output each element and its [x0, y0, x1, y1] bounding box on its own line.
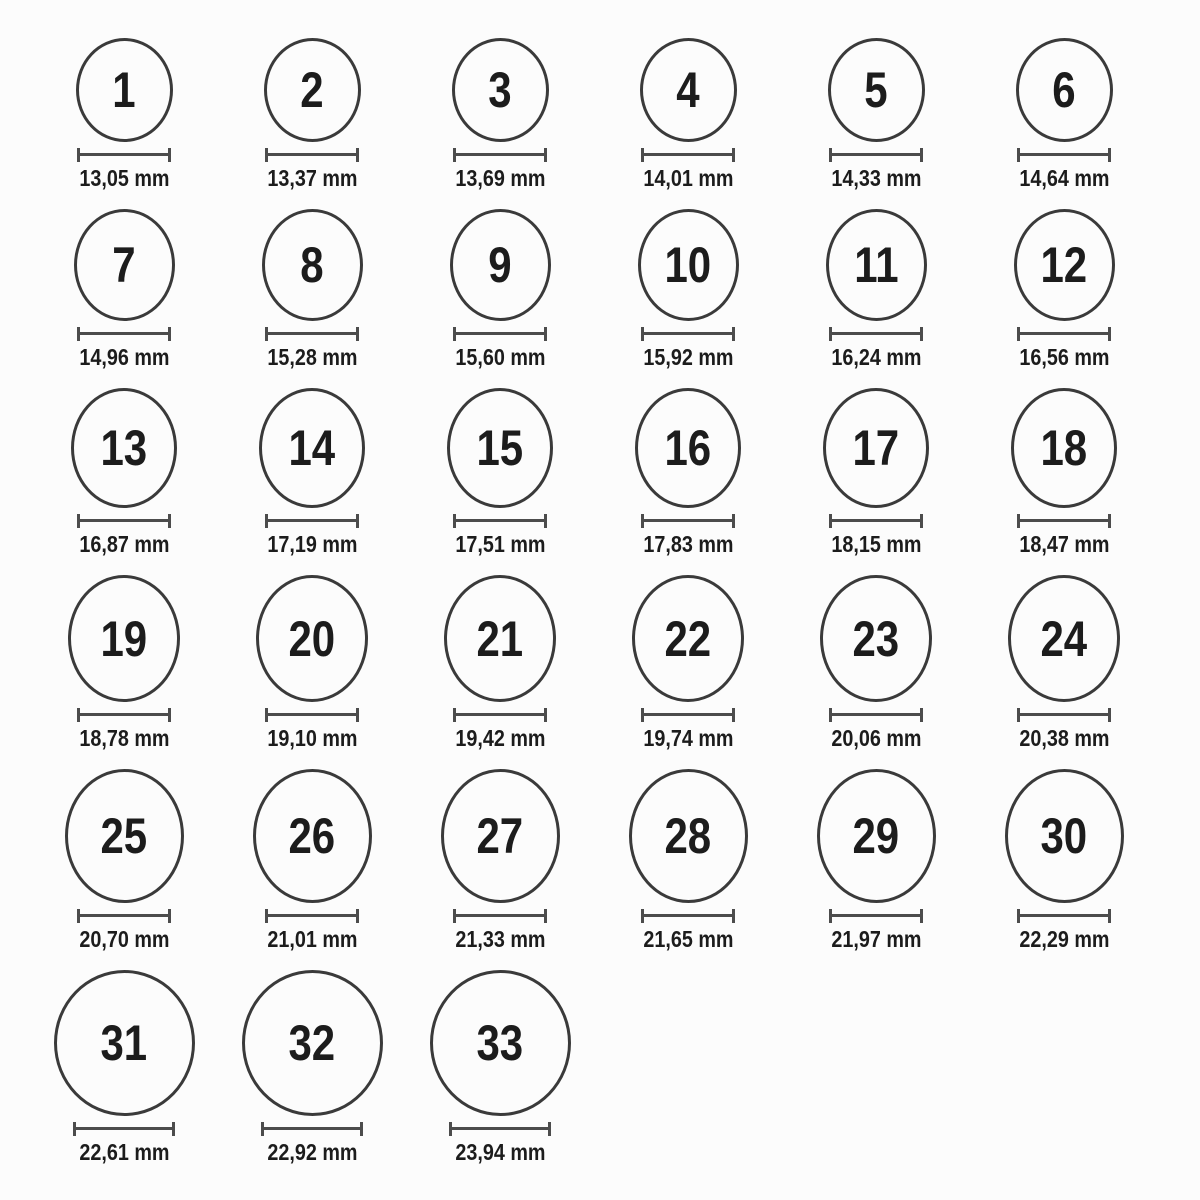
diameter-measure-line: [829, 327, 923, 341]
ring-size-number: 9: [488, 237, 512, 293]
measure-bar: [642, 713, 734, 716]
measure-tick-right-icon: [1108, 708, 1111, 722]
measure-bar: [642, 153, 734, 156]
measure-bar: [1018, 914, 1110, 917]
measure-tick-right-icon: [544, 148, 547, 162]
measure-tick-right-icon: [356, 327, 359, 341]
measure-tick-right-icon: [732, 708, 735, 722]
measure-tick-right-icon: [1108, 148, 1111, 162]
diameter-label: 21,97 mm: [830, 926, 922, 952]
measure-tick-right-icon: [920, 148, 923, 162]
measure-bar: [1018, 713, 1110, 716]
ring-size-number: 19: [100, 610, 148, 667]
ring-circle: [441, 769, 560, 903]
size-row-1: [30, 38, 1200, 191]
ring-size-number: 6: [1052, 62, 1076, 118]
ring-circle: [1014, 209, 1115, 321]
ring-size-number: 2: [300, 62, 324, 118]
ring-circle: [817, 769, 936, 903]
measure-tick-right-icon: [168, 708, 171, 722]
size-row-4: [30, 575, 1200, 751]
measure-bar: [78, 713, 170, 716]
ring-size-number: 31: [100, 1015, 148, 1071]
diameter-measure-line: [265, 909, 359, 923]
diameter-label: 13,05 mm: [78, 165, 170, 191]
ring-size-number: 4: [676, 62, 700, 118]
diameter-label: 23,94 mm: [454, 1139, 546, 1165]
ring-circle: [828, 38, 925, 142]
diameter-measure-line: [1017, 514, 1111, 528]
measure-tick-right-icon: [920, 327, 923, 341]
measure-bar: [1018, 153, 1110, 156]
diameter-label: 22,61 mm: [78, 1139, 170, 1165]
size-row-5: [30, 769, 1200, 952]
diameter-measure-line: [453, 708, 547, 722]
measure-bar: [454, 713, 546, 716]
measure-tick-right-icon: [1108, 514, 1111, 528]
ring-size-cell: [218, 769, 406, 952]
measure-tick-right-icon: [168, 327, 171, 341]
ring-circle: [68, 575, 180, 702]
ring-size-number: 5: [864, 62, 888, 118]
ring-circle: [635, 388, 741, 508]
ring-size-cell: [218, 575, 406, 751]
measure-tick-right-icon: [1108, 909, 1111, 923]
measure-bar: [78, 332, 170, 335]
measure-tick-right-icon: [920, 514, 923, 528]
diameter-measure-line: [77, 514, 171, 528]
ring-circle: [1005, 769, 1124, 903]
ring-size-cell: [30, 209, 218, 370]
ring-circle: [259, 388, 365, 508]
ring-size-cell: [782, 575, 970, 751]
diameter-measure-line: [265, 327, 359, 341]
measure-tick-right-icon: [168, 909, 171, 923]
measure-tick-right-icon: [1108, 327, 1111, 341]
diameter-label: 22,29 mm: [1018, 926, 1110, 952]
ring-size-number: 18: [1040, 420, 1088, 476]
measure-bar: [266, 914, 358, 917]
ring-circle: [74, 209, 175, 321]
ring-circle: [76, 38, 173, 142]
ring-size-number: 23: [852, 610, 900, 667]
measure-bar: [830, 713, 922, 716]
ring-size-number: 13: [100, 420, 148, 476]
measure-bar: [830, 332, 922, 335]
ring-circle: [1011, 388, 1117, 508]
diameter-label: 13,69 mm: [454, 165, 546, 191]
diameter-label: 15,60 mm: [454, 344, 546, 370]
ring-size-cell: [782, 769, 970, 952]
ring-size-number: 12: [1040, 237, 1088, 293]
measure-bar: [266, 519, 358, 522]
diameter-measure-line: [453, 514, 547, 528]
measure-tick-right-icon: [920, 909, 923, 923]
diameter-measure-line: [641, 909, 735, 923]
measure-tick-right-icon: [732, 909, 735, 923]
ring-circle: [826, 209, 927, 321]
ring-size-cell: [30, 970, 218, 1165]
ring-circle: [430, 970, 571, 1116]
diameter-measure-line: [641, 514, 735, 528]
ring-circle: [262, 209, 363, 321]
measure-tick-right-icon: [168, 148, 171, 162]
diameter-label: 14,33 mm: [830, 165, 922, 191]
ring-size-number: 1: [112, 62, 136, 118]
measure-bar: [266, 713, 358, 716]
measure-tick-right-icon: [548, 1122, 551, 1136]
ring-size-cell: [218, 388, 406, 557]
ring-circle: [253, 769, 372, 903]
measure-bar: [450, 1127, 550, 1130]
ring-size-number: 21: [476, 610, 524, 667]
measure-bar: [262, 1127, 362, 1130]
measure-bar: [454, 153, 546, 156]
diameter-measure-line: [77, 708, 171, 722]
ring-size-cell: [406, 388, 594, 557]
measure-bar: [454, 519, 546, 522]
ring-size-number: 32: [288, 1015, 336, 1071]
ring-size-cell: [218, 970, 406, 1165]
ring-size-cell: [782, 388, 970, 557]
diameter-measure-line: [1017, 909, 1111, 923]
ring-size-number: 33: [476, 1015, 524, 1071]
ring-size-cell: [406, 769, 594, 952]
measure-tick-right-icon: [732, 327, 735, 341]
ring-circle: [71, 388, 177, 508]
ring-size-number: 28: [664, 808, 712, 864]
ring-size-cell: [594, 575, 782, 751]
diameter-label: 22,92 mm: [266, 1139, 358, 1165]
measure-bar: [830, 519, 922, 522]
diameter-label: 16,56 mm: [1018, 344, 1110, 370]
diameter-label: 16,87 mm: [78, 531, 170, 557]
diameter-measure-line: [829, 909, 923, 923]
ring-circle: [444, 575, 556, 702]
ring-size-number: 24: [1040, 610, 1088, 667]
ring-size-number: 8: [300, 237, 324, 293]
diameter-label: 19,42 mm: [454, 725, 546, 751]
measure-tick-right-icon: [356, 909, 359, 923]
measure-bar: [1018, 519, 1110, 522]
ring-size-cell: [30, 769, 218, 952]
measure-tick-right-icon: [544, 327, 547, 341]
diameter-label: 20,70 mm: [78, 926, 170, 952]
diameter-label: 16,24 mm: [830, 344, 922, 370]
ring-size-cell: [594, 388, 782, 557]
ring-circle: [242, 970, 383, 1116]
measure-bar: [830, 914, 922, 917]
diameter-label: 15,28 mm: [266, 344, 358, 370]
ring-size-cell: [30, 388, 218, 557]
diameter-measure-line: [641, 148, 735, 162]
ring-size-cell: [218, 209, 406, 370]
diameter-measure-line: [261, 1122, 363, 1136]
diameter-label: 17,83 mm: [642, 531, 734, 557]
measure-bar: [266, 332, 358, 335]
measure-tick-right-icon: [732, 148, 735, 162]
diameter-label: 14,64 mm: [1018, 165, 1110, 191]
size-row-6: [30, 970, 1200, 1165]
ring-size-number: 22: [664, 610, 712, 667]
measure-tick-right-icon: [544, 708, 547, 722]
measure-tick-right-icon: [356, 148, 359, 162]
measure-bar: [642, 519, 734, 522]
ring-size-cell: [406, 970, 594, 1165]
diameter-measure-line: [453, 148, 547, 162]
diameter-measure-line: [453, 909, 547, 923]
diameter-label: 15,92 mm: [642, 344, 734, 370]
diameter-measure-line: [1017, 708, 1111, 722]
measure-bar: [1018, 332, 1110, 335]
diameter-label: 19,74 mm: [642, 725, 734, 751]
ring-size-cell: [30, 575, 218, 751]
measure-bar: [830, 153, 922, 156]
ring-circle: [640, 38, 737, 142]
ring-size-number: 11: [853, 237, 899, 293]
diameter-label: 14,01 mm: [642, 165, 734, 191]
ring-circle: [820, 575, 932, 702]
measure-tick-right-icon: [172, 1122, 175, 1136]
ring-size-cell: [970, 38, 1158, 191]
diameter-measure-line: [73, 1122, 175, 1136]
ring-size-cell: [782, 209, 970, 370]
diameter-label: 18,15 mm: [830, 531, 922, 557]
ring-size-cell: [970, 209, 1158, 370]
ring-size-number: 30: [1040, 808, 1088, 864]
ring-circle: [1016, 38, 1113, 142]
ring-size-cell: [406, 575, 594, 751]
diameter-measure-line: [265, 708, 359, 722]
measure-tick-right-icon: [544, 909, 547, 923]
ring-size-cell: [30, 38, 218, 191]
measure-tick-right-icon: [920, 708, 923, 722]
ring-size-cell: [406, 209, 594, 370]
ring-size-number: 20: [288, 610, 336, 667]
measure-bar: [454, 914, 546, 917]
ring-circle: [823, 388, 929, 508]
ring-circle: [264, 38, 361, 142]
diameter-measure-line: [1017, 327, 1111, 341]
measure-bar: [266, 153, 358, 156]
ring-circle: [256, 575, 368, 702]
ring-size-cell: [594, 769, 782, 952]
measure-tick-right-icon: [360, 1122, 363, 1136]
diameter-label: 14,96 mm: [78, 344, 170, 370]
diameter-label: 13,37 mm: [266, 165, 358, 191]
diameter-measure-line: [829, 148, 923, 162]
diameter-label: 18,47 mm: [1018, 531, 1110, 557]
measure-bar: [74, 1127, 174, 1130]
diameter-label: 18,78 mm: [78, 725, 170, 751]
ring-circle: [447, 388, 553, 508]
size-row-2: [30, 209, 1200, 370]
diameter-measure-line: [265, 148, 359, 162]
diameter-measure-line: [829, 708, 923, 722]
measure-tick-right-icon: [732, 514, 735, 528]
ring-size-number: 25: [100, 808, 148, 864]
measure-tick-right-icon: [356, 708, 359, 722]
ring-circle: [629, 769, 748, 903]
diameter-measure-line: [829, 514, 923, 528]
diameter-label: 17,51 mm: [454, 531, 546, 557]
ring-size-cell: [594, 209, 782, 370]
ring-circle: [452, 38, 549, 142]
ring-size-number: 14: [288, 420, 336, 476]
ring-circle: [632, 575, 744, 702]
diameter-measure-line: [77, 909, 171, 923]
ring-size-number: 7: [112, 237, 136, 293]
ring-size-number: 29: [852, 808, 900, 864]
measure-tick-right-icon: [356, 514, 359, 528]
ring-size-number: 17: [852, 420, 900, 476]
diameter-label: 21,33 mm: [454, 926, 546, 952]
measure-bar: [78, 153, 170, 156]
ring-size-cell: [970, 388, 1158, 557]
diameter-measure-line: [449, 1122, 551, 1136]
ring-circle: [54, 970, 195, 1116]
diameter-measure-line: [641, 708, 735, 722]
ring-size-cell: [406, 38, 594, 191]
diameter-label: 20,38 mm: [1018, 725, 1110, 751]
diameter-measure-line: [77, 148, 171, 162]
diameter-label: 19,10 mm: [266, 725, 358, 751]
diameter-label: 21,65 mm: [642, 926, 734, 952]
ring-size-number: 16: [664, 420, 712, 476]
ring-size-number: 26: [288, 808, 336, 864]
measure-bar: [454, 332, 546, 335]
diameter-measure-line: [641, 327, 735, 341]
measure-bar: [642, 914, 734, 917]
ring-size-cell: [594, 38, 782, 191]
ring-size-cell: [782, 38, 970, 191]
diameter-label: 20,06 mm: [830, 725, 922, 751]
ring-size-cell: [970, 769, 1158, 952]
measure-bar: [78, 914, 170, 917]
ring-size-cell: [218, 38, 406, 191]
ring-size-number: 3: [488, 62, 512, 118]
diameter-measure-line: [265, 514, 359, 528]
diameter-label: 17,19 mm: [266, 531, 358, 557]
diameter-label: 21,01 mm: [266, 926, 358, 952]
ring-size-number: 10: [664, 237, 712, 293]
ring-circle: [1008, 575, 1120, 702]
diameter-measure-line: [453, 327, 547, 341]
diameter-measure-line: [77, 327, 171, 341]
ring-size-cell: [970, 575, 1158, 751]
ring-circle: [450, 209, 551, 321]
ring-size-number: 27: [476, 808, 524, 864]
measure-tick-right-icon: [168, 514, 171, 528]
ring-circle: [65, 769, 184, 903]
size-row-3: [30, 388, 1200, 557]
ring-size-number: 15: [476, 420, 524, 476]
ring-circle: [638, 209, 739, 321]
diameter-measure-line: [1017, 148, 1111, 162]
measure-bar: [642, 332, 734, 335]
measure-tick-right-icon: [544, 514, 547, 528]
measure-bar: [78, 519, 170, 522]
